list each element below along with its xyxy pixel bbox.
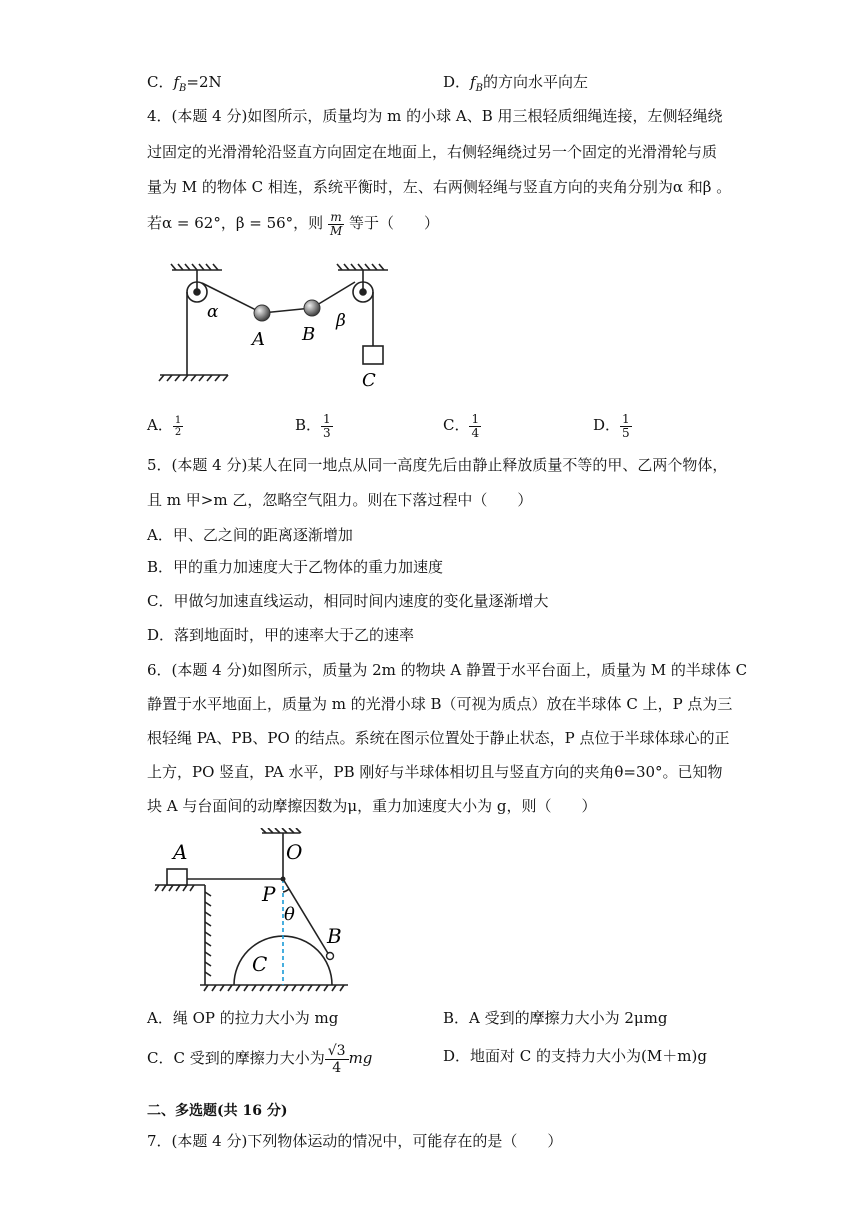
q4-option-d: D． $\frac{1}{5}$ <box>593 411 630 440</box>
q5-option-a: A．甲、乙之间的距离逐渐增加 <box>147 526 353 544</box>
q6-option-c: C．C 受到的摩擦力大小为 $\frac{√3}{4}$ mg <box>147 1042 373 1076</box>
q6-ball-b-label: B <box>327 924 342 948</box>
q6-figure-hemisphere <box>150 828 355 998</box>
q4-ratio-fraction: $\frac{m}{M}$ <box>329 209 343 238</box>
q4-alpha-label: α <box>207 302 219 322</box>
q6-stem-line2: 静置于水平地面上，质量为 m 的光滑小球 B（可视为质点）放在半球体 C 上，P 点为三 <box>147 695 733 713</box>
q6-stem-line4: 上方，PO 竖直，PA 水平，PB 刚好与半球体相切且与竖直方向的夹角θ=30°。已知物 <box>147 763 723 781</box>
q4-stem-line2: 过固定的光滑滑轮沿竖直方向固定在地面上，右侧轻绳绕过另一个固定的光滑滑轮与质 <box>147 143 718 161</box>
q6-stem-line1: 6．(本题 4 分)如图所示，质量为 2m 的物块 A 静置于水平台面上，质量为 M 的半球体 C <box>147 661 748 679</box>
q6-option-b: B．A 受到的摩擦力大小为 2μmg <box>443 1009 668 1027</box>
q5-option-c: C．甲做匀加速直线运动，相同时间内速度的变化量逐渐增大 <box>147 592 549 610</box>
q3-option-d: D．$f_B$的方向水平向左 <box>443 73 588 94</box>
q6-option-d: D．地面对 C 的支持力大小为(M＋m)g <box>443 1047 707 1065</box>
q4-ball-a-label: A <box>252 329 265 350</box>
q4-option-a: A． $\frac{1}{2}$ <box>147 414 182 438</box>
q3-option-c: C．$f_B=2N$ <box>147 73 222 94</box>
q4-ball-b-label: B <box>302 324 316 345</box>
q4-stem-line4: 若α = 62°，β = 56°，则 $\frac{m}{M}$ 等于（ ） <box>147 209 440 238</box>
q4-option-b: B． $\frac{1}{3}$ <box>295 411 331 440</box>
q6-stem-line3: 根轻绳 PA、PB、PO 的结点。系统在图示位置处于静止状态，P 点位于半球体球心的正 <box>147 729 730 747</box>
q4-option-c: C． $\frac{1}{4}$ <box>443 411 480 440</box>
q4-figure-pulleys <box>150 260 400 395</box>
q4-beta-label: β <box>336 311 346 331</box>
q4-block-c-label: C <box>362 370 376 391</box>
q4-stem-line1: 4．(本题 4 分)如图所示，质量均为 m 的小球 A、B 用三根轻质细绳连接，左侧轻绳绕 <box>147 107 723 125</box>
q6-hemisphere-c-label: C <box>252 952 268 976</box>
q6-block-a-label: A <box>173 840 188 864</box>
q5-option-b: B．甲的重力加速度大于乙物体的重力加速度 <box>147 558 444 576</box>
q5-stem-line2: 且 m 甲>m 乙，忽略空气阻力。则在下落过程中（ ） <box>147 491 533 509</box>
q6-option-a: A．绳 OP 的拉力大小为 mg <box>147 1009 339 1027</box>
q7-stem-line1: 7．(本题 4 分)下列物体运动的情况中，可能存在的是（ ） <box>147 1132 563 1150</box>
q6-theta-label: θ <box>284 904 295 925</box>
q5-stem-line1: 5．(本题 4 分)某人在同一地点从同一高度先后由静止释放质量不等的甲、乙两个物体， <box>147 456 728 474</box>
q6-point-o-label: O <box>286 840 303 864</box>
q5-option-d: D．落到地面时，甲的速率大于乙的速率 <box>147 626 415 644</box>
q6-point-p-label: P <box>262 882 276 906</box>
section-heading-multi-choice: 二、多选题(共 16 分) <box>147 1103 288 1119</box>
q4-stem-line3: 量为 M 的物体 C 相连，系统平衡时，左、右两侧轻绳与竖直方向的夹角分别为α 和β 。 <box>147 178 732 196</box>
q6-stem-line5: 块 A 与台面间的动摩擦因数为μ，重力加速度大小为 g，则（ ） <box>147 797 597 815</box>
